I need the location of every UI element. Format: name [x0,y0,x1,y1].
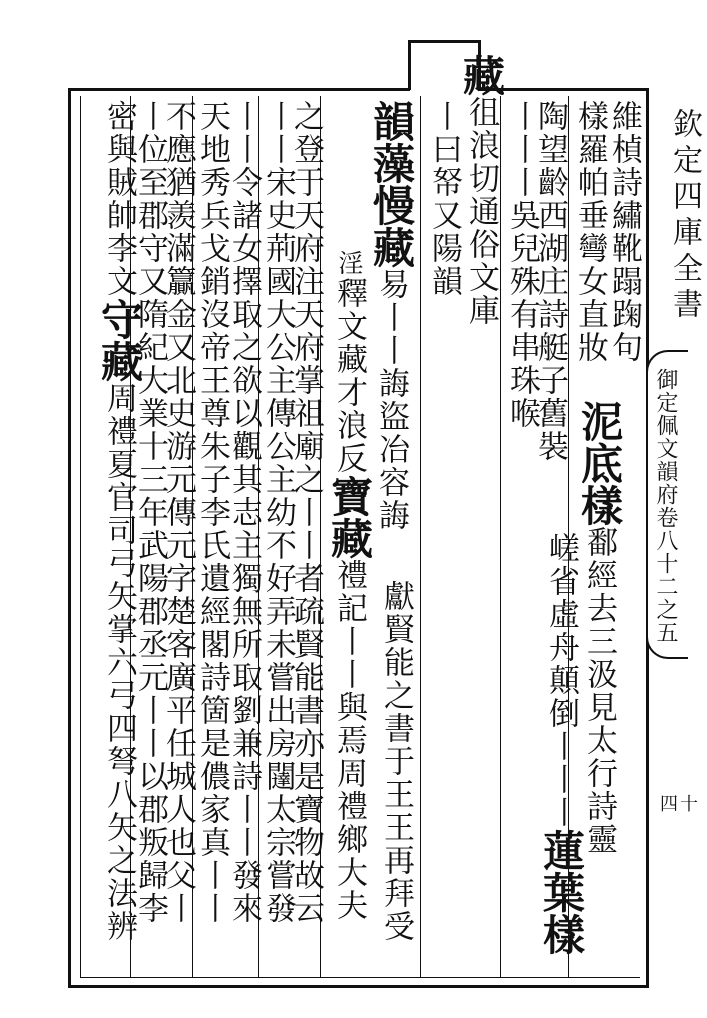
column-text: 周禮夏官司弓矢掌六弓四弩八矢之法辨 [101,382,137,943]
text-column [260,100,296,925]
title-notch-left [408,40,411,90]
column-text: 淫 [335,250,364,277]
headword-rhyme: 韻 [367,100,416,142]
column-text: 禮記丨丨與焉周禮鄉大夫 [331,559,367,922]
column-text: 樣羅帕垂彎女直妝 [572,100,608,364]
column-text: 丨曰帑又陽韻 [426,100,462,298]
column-text: 丨丨宋史荊國大公主傳公主幼不好弄未嘗出房闥太宗嘗發 [260,100,296,925]
column-text: 之登于天府注天府掌祖廟之丨丨者疏賢能書亦是寶物故云 [288,100,324,925]
column-text: 易丨丨誨盜冶容誨 [373,268,409,532]
column-text: 鄱經去三汲見太行詩靈 [581,526,617,856]
text-column [95,100,144,943]
inner-border-bottom [80,977,640,978]
text-column [226,100,262,925]
text-column [325,250,374,922]
column-text: 獻賢能之書于王王再拜受 [378,580,414,943]
headword: 藏 [457,54,506,96]
column-text: 密與賊帥李文 [101,100,137,298]
text-column [194,100,230,925]
text-column [457,54,506,327]
page-number: 四十 [660,794,700,815]
column-text: 天地秀兵戈銷沒帝王尊朱子李氏遺經閣詩箇是儂家真丨丨 [194,100,230,925]
text-column [575,400,624,856]
book-title: 欽定四庫全書 [667,108,702,324]
title-notch-top [408,40,480,43]
column-text: 嵯省虛舟顛倒丨丨丨 [543,532,579,829]
column-text: 不應猶羨滿籯金又北史游元傳元字楚客廣平任城人也父丨 [160,100,196,925]
text-column [537,530,586,955]
column-text: 釋文藏才浪反 [331,277,367,475]
text-column [426,100,462,298]
text-column [378,580,414,943]
column-text: 丨丨丨吳兒殊有串珠喉 [504,100,540,430]
column-text: 徂浪切通俗文庫 [463,96,499,327]
column-text: 陶望齡西湖庄詩艇子舊裝 [532,100,568,463]
column-text: 丨丨令諸女擇取之欲以觀其志主獨無所取劉兼詩丨丨發來 [226,100,262,925]
top-border-left [70,88,410,91]
headword: 寶藏 [325,475,374,559]
text-column [504,100,540,430]
headword: 泥底樣 [575,400,624,526]
column-divider [420,96,421,978]
text-column [367,100,416,532]
headword-rhyme: 藻 [367,142,416,184]
outer-border-bottom [68,985,648,988]
inner-border-left [80,96,81,978]
column-text: 維楨詩繡靴蹋踘句 [606,100,642,364]
outer-border-left [68,88,71,988]
column-text: 丨位至郡守又隋紀大業十三年武陽郡丞元丨丨以郡叛歸李 [132,100,168,925]
headword: 慢藏 [367,184,416,268]
text-column [572,100,608,364]
headword: 守藏 [95,298,144,382]
headword: 蓮葉樣 [537,829,586,955]
text-column [606,100,642,364]
section-label: 御定佩文韻府卷八十二之五 [653,368,678,644]
